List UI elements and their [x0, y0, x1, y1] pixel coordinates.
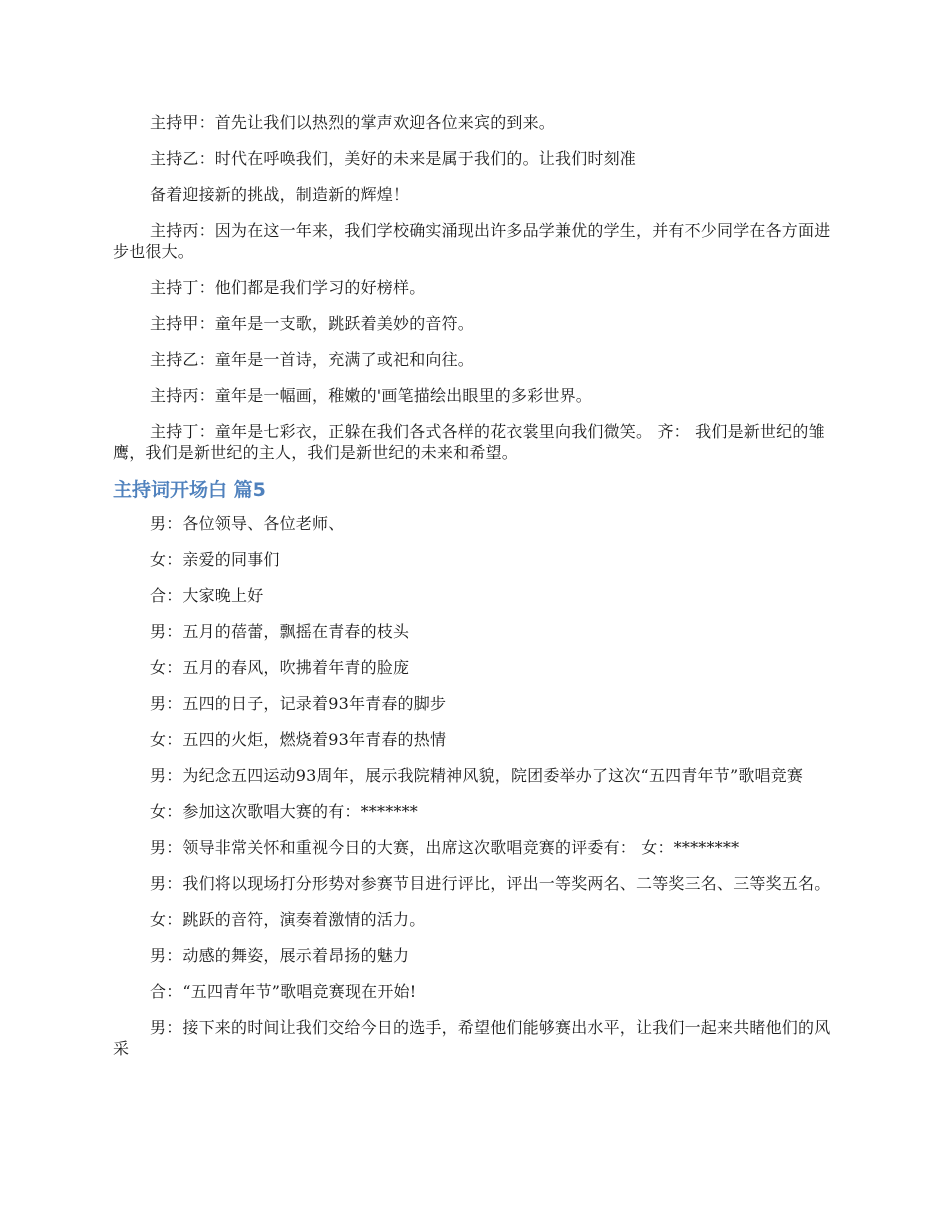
paragraph: 主持丙：因为在这一年来，我们学校确实涌现出许多品学兼优的学生，并有不少同学在各方面进步也很大。: [113, 221, 831, 261]
document-page: [113, 112, 841, 1074]
paragraph: 女：五四的火炬，燃烧着93年青春的热情: [150, 730, 447, 749]
paragraph: 男：我们将以现场打分形势对参赛节目进行评比，评出一等奖两名、二等奖三名、三等奖五名。: [150, 874, 831, 893]
paragraph: 男：五月的蓓蕾，飘摇在青春的枝头: [150, 622, 410, 641]
paragraph: 男：动感的舞姿，展示着昂扬的魅力: [150, 946, 410, 965]
paragraph: 备着迎接新的挑战，制造新的辉煌！: [150, 185, 410, 204]
paragraph: 男：接下来的时间让我们交给今日的选手，希望他们能够赛出水平，让我们一起来共睹他们的风采: [113, 1018, 831, 1058]
paragraph: 男：领导非常关怀和重视今日的大赛，出席这次歌唱竞赛的评委有： 女：********: [150, 838, 740, 857]
paragraph: 主持丁：他们都是我们学习的好榜样。: [150, 278, 426, 297]
paragraph: 男：为纪念五四运动93周年，展示我院精神风貌，院团委举办了这次“五四青年节”歌唱竞赛: [150, 766, 804, 785]
paragraph: 主持丙：童年是一幅画，稚嫩的'画笔描绘出眼里的多彩世界。: [150, 386, 592, 405]
paragraph: 主持乙：时代在呼唤我们，美好的未来是属于我们的。让我们时刻准: [150, 149, 637, 168]
paragraph: 女：亲爱的同事们: [150, 550, 280, 569]
section-heading: 主持词开场白 篇5: [113, 479, 266, 501]
paragraph: 主持丁：童年是七彩衣，正躲在我们各式各样的花衣裳里向我们微笑。 齐： 我们是新世纪的雏鹰，我们是新世纪的主人，我们是新世纪的未来和希望。: [113, 422, 825, 462]
paragraph: 主持甲：首先让我们以热烈的掌声欢迎各位来宾的到来。: [150, 113, 556, 132]
paragraph: 合：大家晚上好: [150, 586, 264, 605]
paragraph: 男：五四的日子，记录着93年青春的脚步: [150, 694, 447, 713]
paragraph: 女：参加这次歌唱大赛的有：*******: [150, 802, 419, 821]
paragraph: 主持甲：童年是一支歌，跳跃着美妙的音符。: [150, 314, 475, 333]
paragraph: 主持乙：童年是一首诗，充满了或祀和向往。: [150, 350, 475, 369]
paragraph: 合：“五四青年节”歌唱竞赛现在开始!: [150, 982, 417, 1001]
paragraph: 女：跳跃的音符，演奏着激情的活力。: [150, 910, 426, 929]
paragraph: 女：五月的春风，吹拂着年青的脸庞: [150, 658, 410, 677]
paragraph: 男：各位领导、各位老师、: [150, 514, 345, 533]
